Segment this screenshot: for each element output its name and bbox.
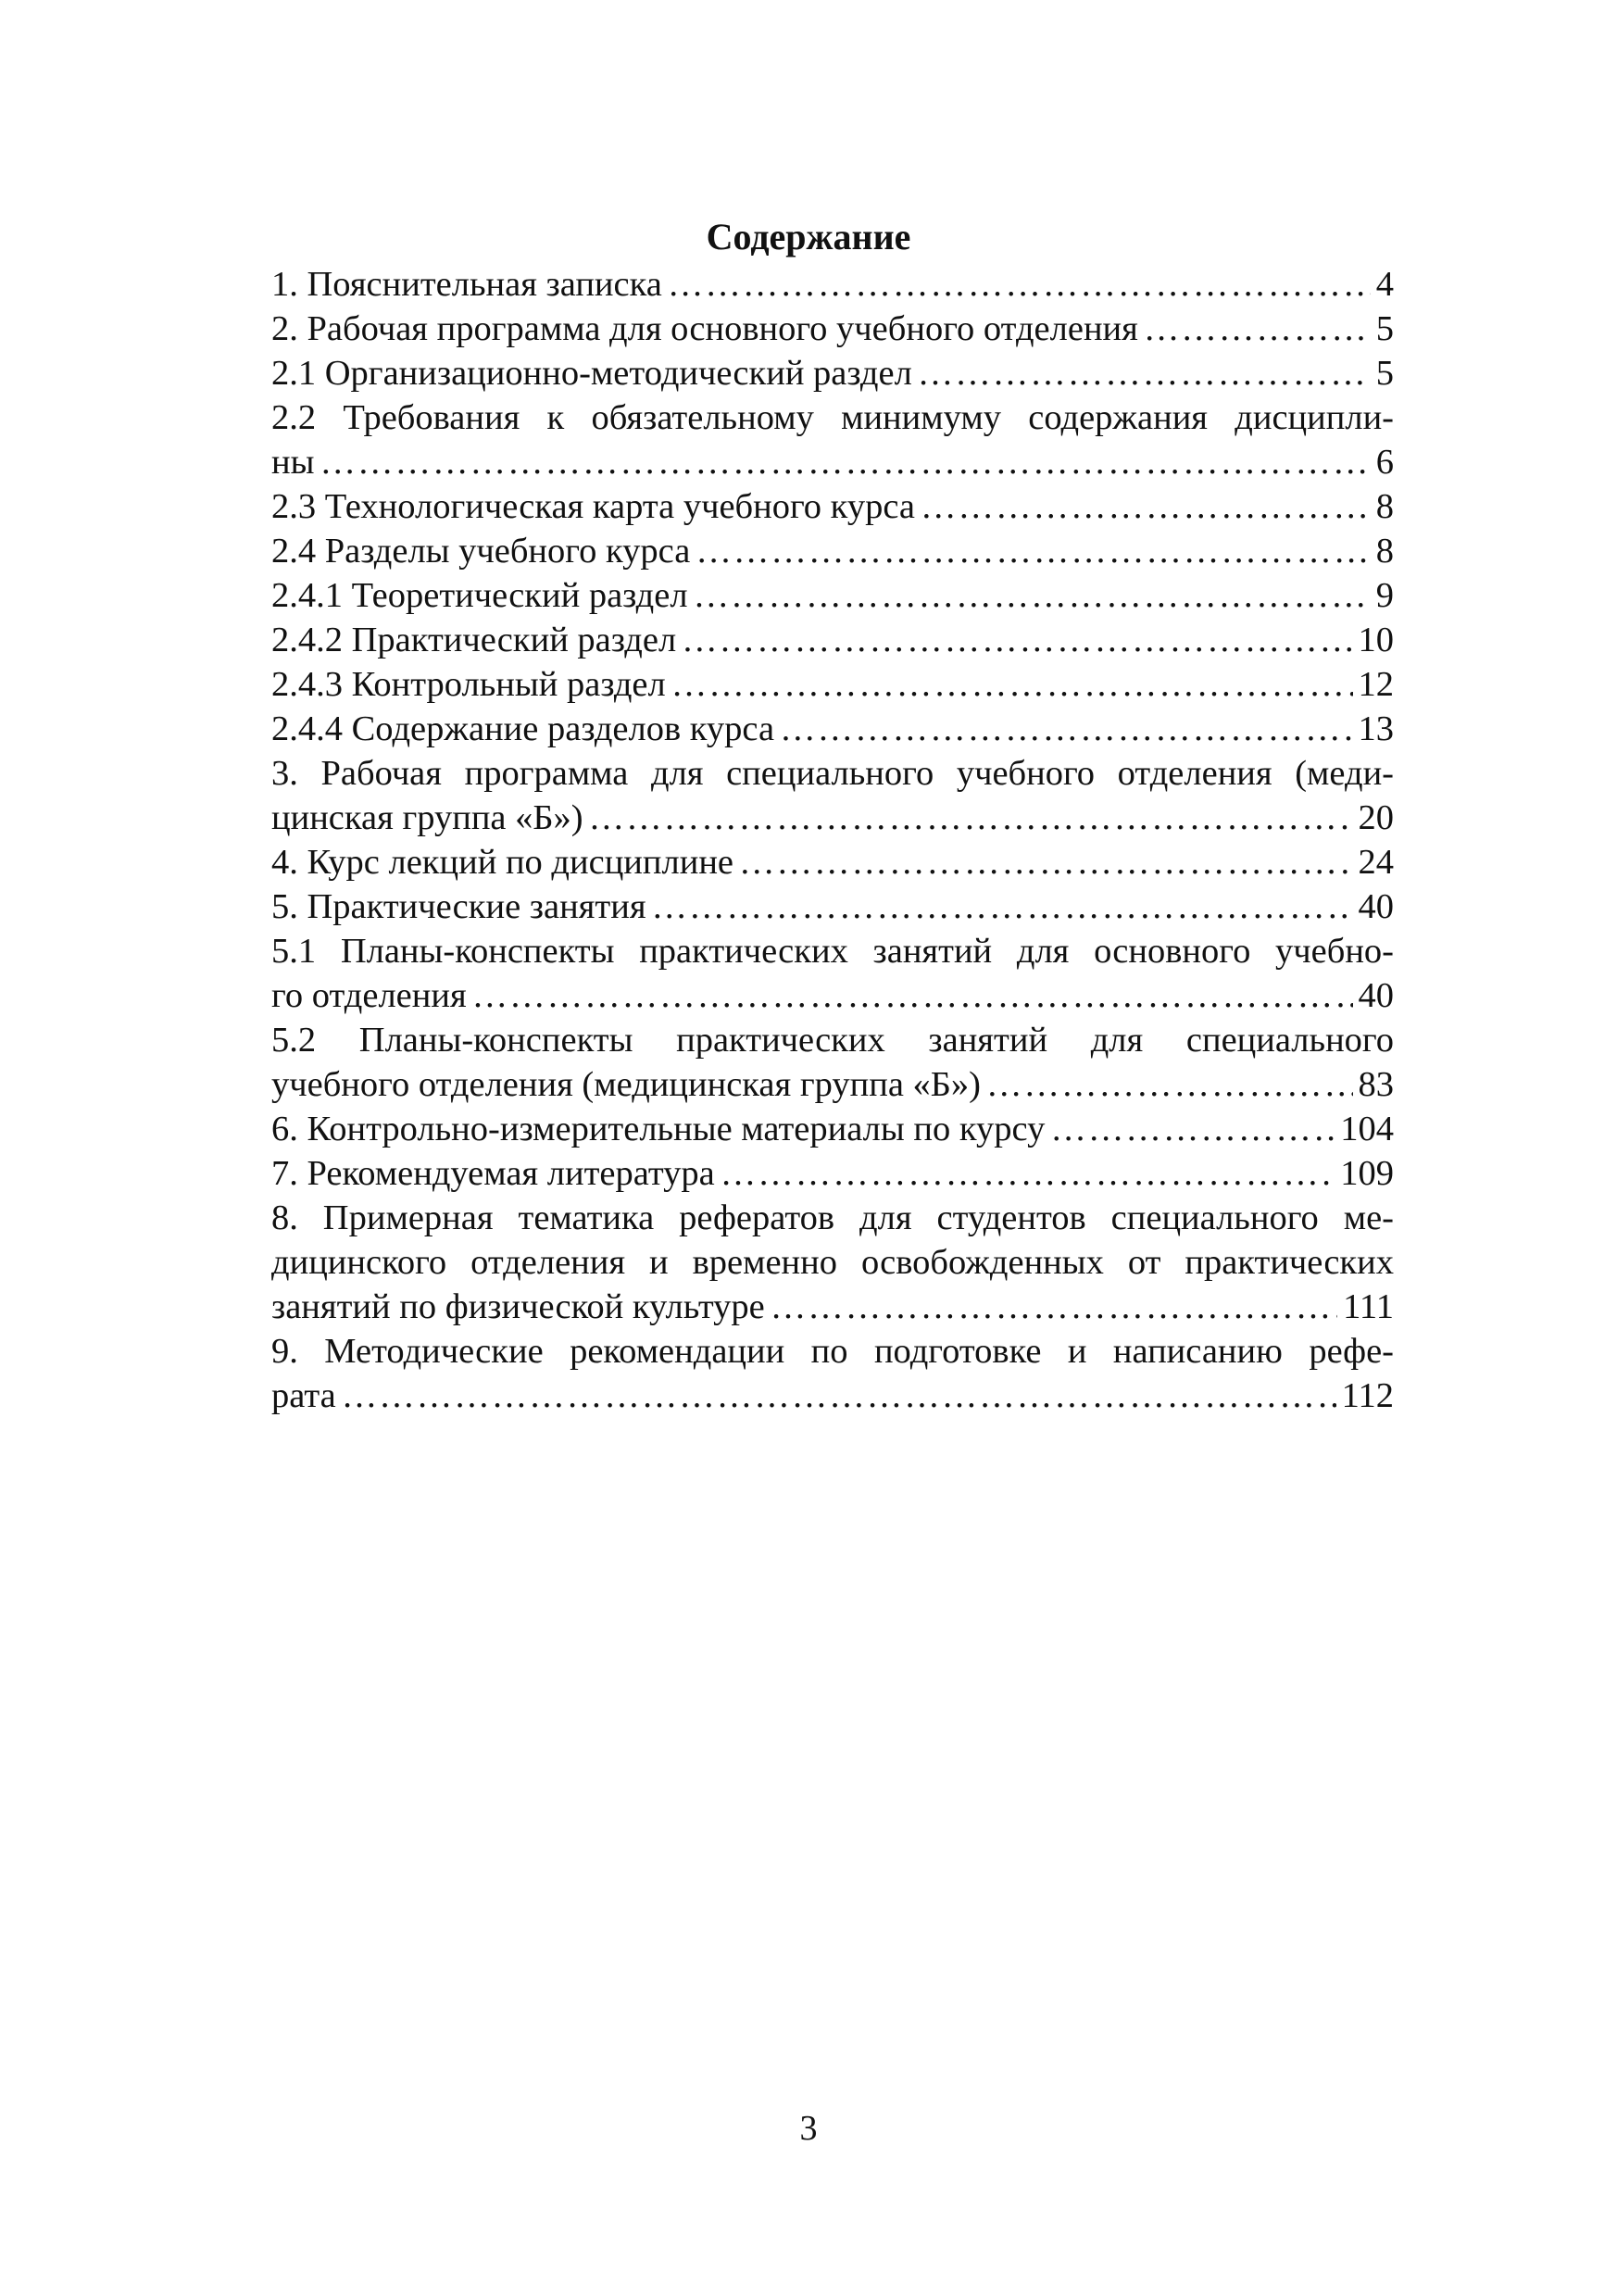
toc-entry-wrapped-line: 2.2 Требования к обязательному минимуму содержания дисципли- (271, 398, 1394, 437)
toc-entry-label: 2.3 Технологическая карта учебного курса (271, 487, 915, 526)
page-number: 3 (799, 2109, 818, 2148)
toc-entry-wrapped-line: дицинского отделения и временно освобожденных от практических (271, 1243, 1394, 1282)
toc-entry-wrapped-line: 5.1 Планы-конспекты практических занятий для основного учебно- (271, 932, 1394, 971)
toc-entry (271, 529, 1394, 573)
toc-entry-page: 111 (1343, 1287, 1394, 1326)
toc-entry (271, 1374, 1394, 1418)
toc-leader-dots (589, 796, 1353, 840)
toc-entry-page: 83 (1358, 1065, 1394, 1104)
toc-entry (271, 573, 1394, 618)
toc-entry (271, 351, 1394, 395)
toc-entry-wrapped-line: 9. Методические рекомендации по подготовке и написанию рефе- (271, 1332, 1394, 1371)
toc-leader-dots (721, 1151, 1335, 1196)
toc-leader-dots (1050, 1107, 1335, 1151)
toc-entry (271, 973, 1394, 1018)
toc-entry-page: 5 (1375, 309, 1394, 348)
toc-entry-page: 5 (1375, 354, 1394, 393)
toc-leader-dots (771, 1285, 1337, 1329)
toc-leader-dots (682, 618, 1352, 662)
toc-entry-page: 20 (1358, 798, 1394, 837)
toc-entry-label: ны (271, 443, 315, 482)
toc-entry-page: 12 (1358, 665, 1394, 704)
toc-entry-label: 2.4 Разделы учебного курса (271, 532, 691, 571)
toc-entry (271, 484, 1394, 529)
toc-entry-label: 1. Пояснительная записка (271, 265, 662, 304)
toc-entry (271, 1062, 1394, 1107)
toc-leader-dots (986, 1062, 1353, 1107)
toc-entry-page: 4 (1375, 265, 1394, 304)
toc-leader-dots (780, 707, 1352, 751)
toc-entry-page: 8 (1375, 487, 1394, 526)
toc-entry-label: 7. Рекомендуемая литература (271, 1154, 715, 1193)
toc-entry (271, 1107, 1394, 1151)
toc-leader-dots (320, 440, 1370, 484)
toc-entry (271, 796, 1394, 840)
page-title: Содержание (706, 216, 911, 257)
toc-entry (271, 618, 1394, 662)
toc-entry (271, 307, 1394, 351)
toc-entry-label: 6. Контрольно-измерительные материалы по курсу (271, 1110, 1046, 1148)
toc-leader-dots (739, 840, 1352, 885)
toc-entry (271, 1151, 1394, 1196)
toc-entry-page: 10 (1358, 621, 1394, 659)
toc-entry-page: 13 (1358, 709, 1394, 748)
toc-leader-dots (918, 351, 1371, 395)
toc-entry-label: учебного отделения (медицинская группа «Б») (271, 1065, 981, 1104)
toc-entry-label: 2.4.1 Теоретический раздел (271, 576, 688, 615)
toc-entry-page: 24 (1358, 843, 1394, 882)
toc-leader-dots (694, 573, 1371, 618)
toc-entry-wrapped-line: 8. Примерная тематика рефератов для студентов специального ме- (271, 1198, 1394, 1237)
toc-entry-page: 40 (1358, 976, 1394, 1015)
toc-entry-page: 40 (1358, 887, 1394, 926)
toc-leader-dots (921, 484, 1371, 529)
toc-entry (271, 662, 1394, 707)
toc-entry (271, 440, 1394, 484)
toc-entry-label: 2.4.2 Практический раздел (271, 621, 677, 659)
table-of-contents (271, 262, 1394, 1418)
toc-entry (271, 707, 1394, 751)
toc-entry-label: 2.1 Организационно-методический раздел (271, 354, 912, 393)
toc-entry-page: 109 (1340, 1154, 1394, 1193)
toc-entry (271, 840, 1394, 885)
toc-entry-wrapped-line: 3. Рабочая программа для специального учебного отделения (меди- (271, 754, 1394, 793)
toc-entry-label: 5. Практические занятия (271, 887, 646, 926)
toc-entry-label: 2.4.4 Содержание разделов курса (271, 709, 775, 748)
toc-entry-label: 4. Курс лекций по дисциплине (271, 843, 734, 882)
toc-leader-dots (696, 529, 1370, 573)
toc-entry-page: 9 (1375, 576, 1394, 615)
toc-entry-label: рата (271, 1376, 336, 1415)
toc-entry-label: занятий по физической культуре (271, 1287, 765, 1326)
toc-leader-dots (1144, 307, 1371, 351)
toc-entry-wrapped-line: 5.2 Планы-конспекты практических занятий для специального (271, 1021, 1394, 1060)
toc-entry (271, 262, 1394, 307)
toc-entry-page: 6 (1375, 443, 1394, 482)
toc-leader-dots (342, 1374, 1336, 1418)
toc-entry-page: 104 (1340, 1110, 1394, 1148)
toc-entry-label: 2.4.3 Контрольный раздел (271, 665, 666, 704)
toc-entry-page: 112 (1341, 1376, 1394, 1415)
toc-leader-dots (652, 885, 1353, 929)
toc-entry-page: 8 (1375, 532, 1394, 571)
toc-entry (271, 1285, 1394, 1329)
toc-entry-label: го отделения (271, 976, 467, 1015)
toc-leader-dots (472, 973, 1353, 1018)
toc-entry (271, 885, 1394, 929)
toc-entry-label: 2. Рабочая программа для основного учебного отделения (271, 309, 1138, 348)
toc-entry-label: цинская группа «Б») (271, 798, 583, 837)
toc-leader-dots (668, 262, 1371, 307)
toc-leader-dots (671, 662, 1353, 707)
